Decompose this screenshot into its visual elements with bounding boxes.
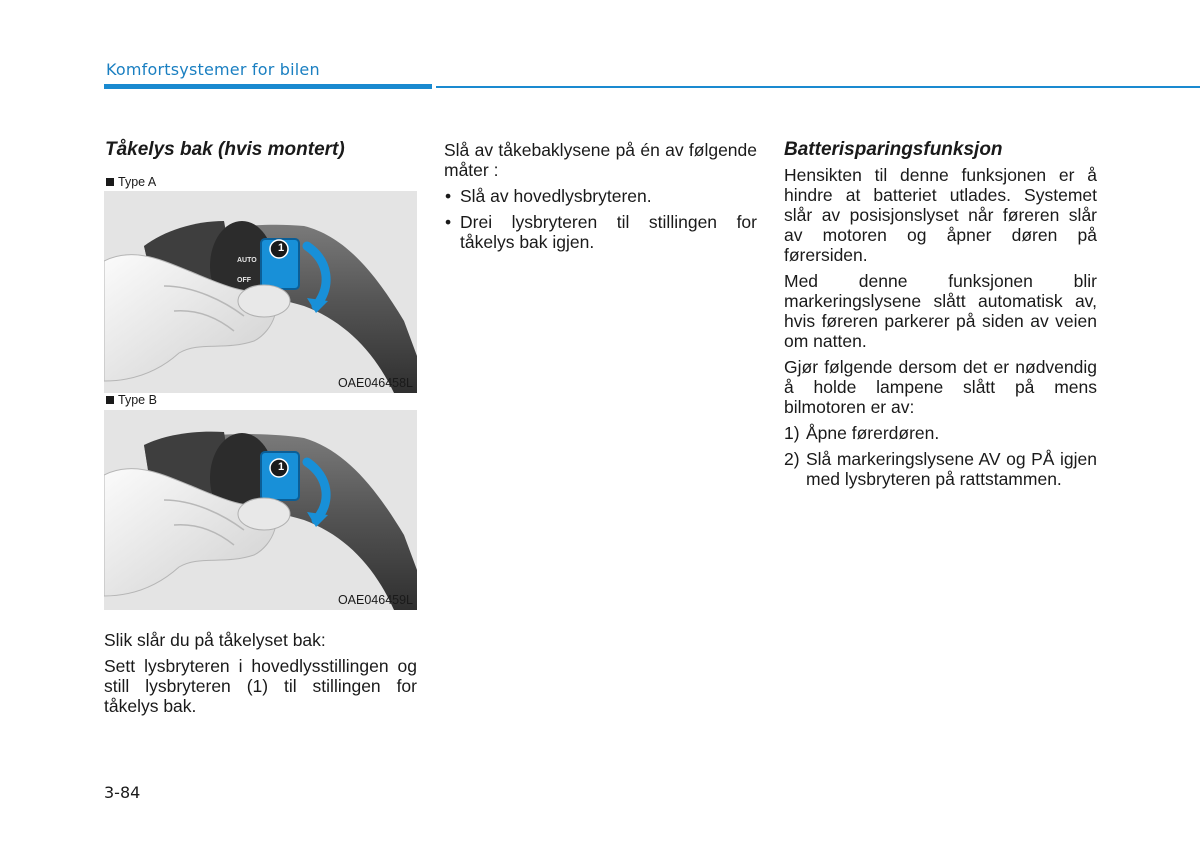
figure-code: OAE046459L xyxy=(337,593,413,607)
middle-body-text xyxy=(444,140,757,258)
figure-code: OAE046458L xyxy=(337,376,413,390)
header-rule xyxy=(436,86,1200,88)
light-switch-illustration-b xyxy=(104,410,417,610)
switch-auto-label: AUTO xyxy=(237,257,257,264)
figure-type-b xyxy=(104,410,417,610)
section-title-rear-fog: Tåkelys bak (hvis montert) xyxy=(105,139,345,160)
figure-caption-type-b xyxy=(106,393,157,407)
bullet-list xyxy=(444,186,757,252)
figure-type-a-label: Type A xyxy=(118,175,157,189)
paragraph: Med denne funksjonen blir markeringslysene slått automatisk av, hvis føreren parkerer på siden av veien om natten. xyxy=(784,271,1097,351)
bullet-square-icon xyxy=(106,396,114,404)
paragraph: Gjør følgende dersom det er nødvendig å holde lampene slått på mens bilmotoren er av: xyxy=(784,357,1097,417)
list-item xyxy=(784,449,1097,489)
step-text: Slå markeringslysene AV og PÅ igjen med lysbryteren på rattstammen. xyxy=(806,449,1097,489)
list-item: • Slå av hovedlysbryteren. xyxy=(444,186,757,206)
paragraph: Hensikten til denne funksjonen er å hindre at batteriet utlades. Systemet slår av posisjonslyset når føreren slår av motoren og åpner døren på førersiden. xyxy=(784,165,1097,265)
paragraph: Slå av tåkebaklysene på én av følgende måter : xyxy=(444,140,757,180)
switch-off-label: OFF xyxy=(237,277,251,284)
bullet-square-icon xyxy=(106,178,114,186)
paragraph: Sett lysbryteren i hovedlysstillingen og still lysbryteren (1) til stillingen for tåkelys bak. xyxy=(104,656,417,716)
step-number: 2) xyxy=(784,449,800,469)
list-item: • Drei lysbryteren til stillingen for tåkelys bak igjen. xyxy=(444,212,757,252)
step-number: 1) xyxy=(784,423,800,443)
right-body-text xyxy=(784,165,1097,495)
steps-list xyxy=(784,423,1097,489)
page-number: 3-84 xyxy=(104,783,141,802)
figure-type-a xyxy=(104,191,417,393)
left-body-text xyxy=(104,630,417,722)
step-text: Åpne førerdøren. xyxy=(806,423,940,443)
light-switch-illustration-a xyxy=(104,191,417,393)
header-rule-accent xyxy=(104,84,432,89)
list-item xyxy=(784,423,1097,443)
header-title: Komfortsystemer for bilen xyxy=(106,60,320,79)
section-title-battery-saver: Batterisparingsfunksjon xyxy=(784,139,1003,160)
callout-badge: 1 xyxy=(277,461,285,473)
figure-caption-type-a xyxy=(106,175,156,189)
figure-type-b-label: Type B xyxy=(118,393,157,407)
paragraph: Slik slår du på tåkelyset bak: xyxy=(104,630,326,650)
callout-badge: 1 xyxy=(277,242,285,254)
